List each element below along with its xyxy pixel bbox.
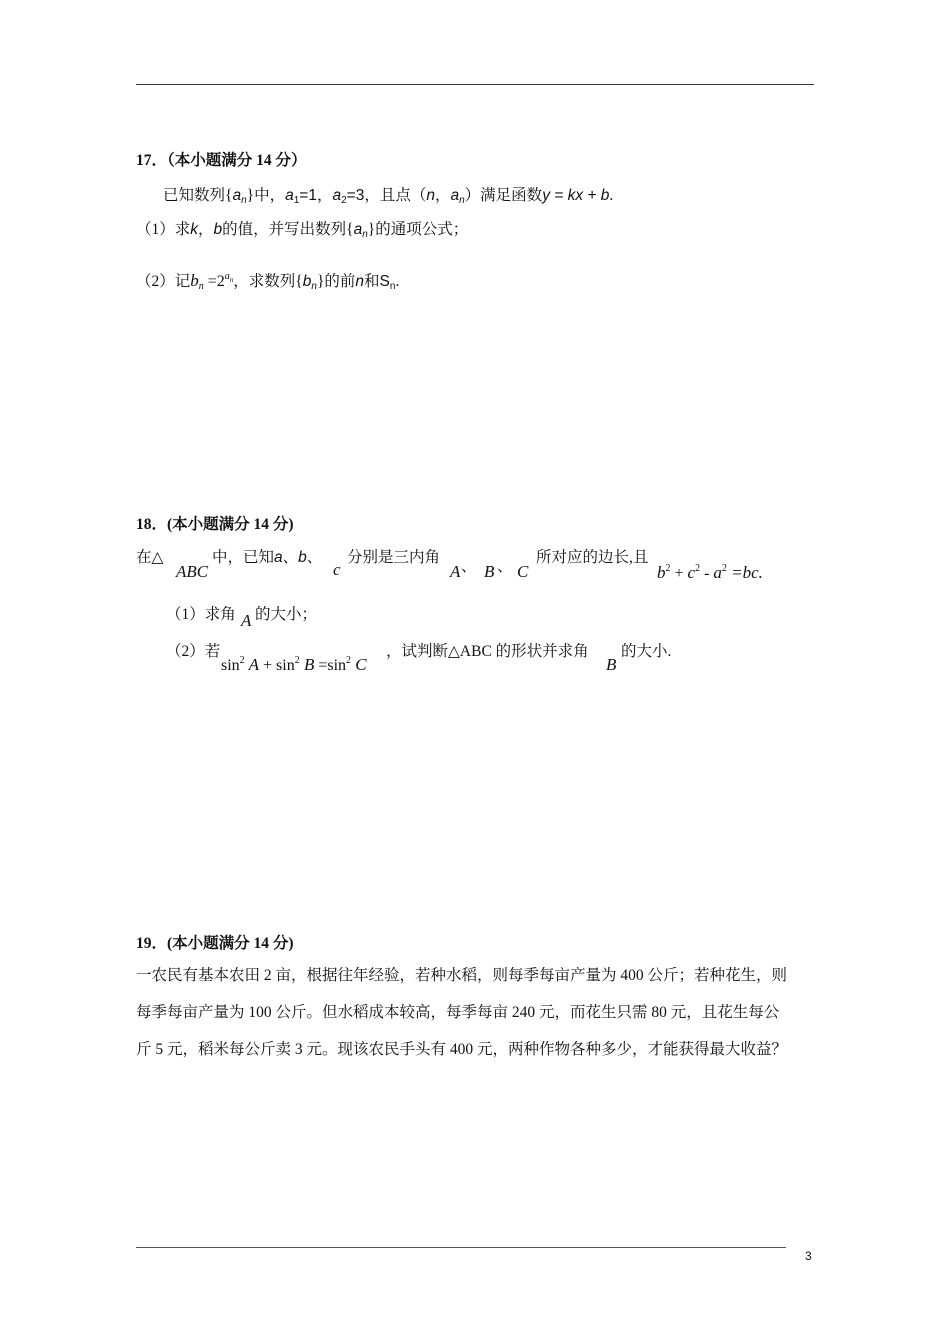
q18-part1: （1）求角	[166, 606, 236, 623]
q17-part1: （1）求k，b的值，并写出数列$\{a_n\}$的通项公式；	[136, 221, 469, 240]
q18-part2-c: 的大小.	[621, 643, 672, 660]
q18-equation: $b^2 + c^2 - a^2 =bc$.	[657, 563, 763, 582]
q18-part2: （2）若	[166, 643, 221, 660]
q18-part1-A: A	[241, 611, 252, 630]
q18-var-c: c	[333, 560, 341, 579]
q18-angle-C: C	[517, 562, 529, 581]
q18-statement-c: 分别是三内角	[347, 549, 441, 566]
q18-triangle-abc: ABC	[176, 562, 209, 581]
header-rule	[136, 84, 814, 85]
q17-title: 17．（本小题满分 14 分）	[136, 152, 307, 169]
q18-part1-b: 的大小；	[255, 606, 318, 623]
footer-rule	[136, 1247, 786, 1248]
q19-line2: 每季每亩产量为 100 公斤。但水稻成本较高，每季每亩 240 元，而花生只需 80 元，且花生每公	[136, 1004, 780, 1021]
q18-statement: 在△	[136, 549, 164, 566]
q17-intro: 已知数列$\{a_n\}$中，$a_1=1$，$a_2=3$，且点（n，$a_n$）满足函数y = kx + b.	[163, 187, 614, 206]
q18-sep-b: 、	[497, 558, 513, 575]
q18-title: 18．(本小题满分 14 分)	[136, 516, 294, 533]
q18-part2-equation: $\sin^2 A + \sin^2 B =\sin^2$ C	[221, 655, 367, 674]
q19-title: 19．(本小题满分 14 分)	[136, 935, 294, 952]
q18-angle-B: B	[484, 562, 495, 581]
q19-line3: 斤 5 元，稻米每公斤卖 3 元。现该农民手头有 400 元，两种作物各种多少，才能获得最大收益？	[136, 1041, 788, 1058]
q19-line1: 一农民有基本农田 2 亩，根据往年经验，若种水稻，则每季每亩产量为 400 公斤；若种花生，则	[136, 967, 788, 984]
q17-part2: （2）记$b_n =2^{a_n}$，求数列$\{b_n\}$的前n和$S_n$.	[136, 271, 400, 292]
q18-statement-d: 所对应的边长,且	[536, 549, 649, 566]
q18-sep-a: 、	[461, 558, 477, 575]
q18-angle-A: A	[450, 562, 461, 581]
q18-statement-b: 中，已知a、b、	[212, 549, 323, 566]
q18-part2-b: ，试判断△ABC 的形状并求角	[386, 643, 589, 660]
q18-part2-B: B	[606, 655, 617, 674]
page-number: 3	[805, 1249, 812, 1263]
